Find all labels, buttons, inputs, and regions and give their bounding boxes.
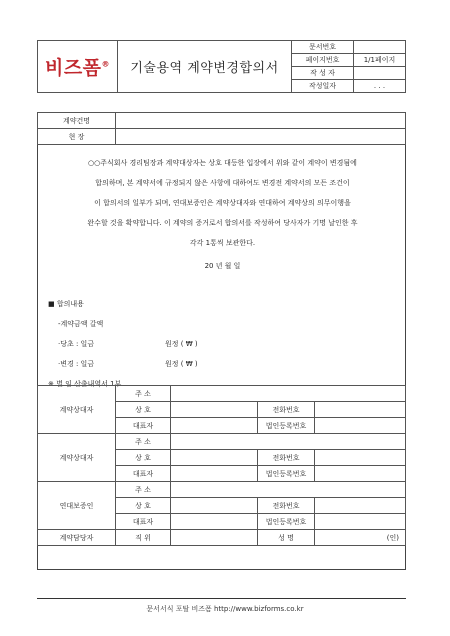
address-label: 주 소 — [116, 434, 171, 450]
doc-number-label: 문서번호 — [292, 41, 354, 54]
bizforms-logo: 비즈폼® — [44, 57, 111, 79]
seal-field[interactable]: (인) — [315, 530, 406, 546]
address-label: 주 소 — [116, 386, 171, 402]
phone-field[interactable] — [315, 498, 406, 514]
after-amount[interactable]: 원정 ( ₩ ) — [165, 360, 198, 368]
site-label: 현 장 — [38, 129, 116, 145]
logo-cell — [38, 41, 118, 93]
page-number-value: 1/1페이지 — [354, 54, 406, 67]
contract-name-label: 계약건명 — [38, 113, 116, 129]
agreement-line: 완수할 것을 확약합니다. 이 계약의 증거로서 합의서를 작성하여 당사자가 기명 날인한 후 — [87, 219, 358, 227]
phone-label: 전화번호 — [258, 402, 315, 418]
corp-number-label: 법인등록번호 — [258, 466, 315, 482]
address-field[interactable] — [171, 482, 406, 498]
rep-label: 대표자 — [116, 514, 171, 530]
after-label: ·변경 : 일금 — [58, 360, 95, 368]
corp-number-field[interactable] — [315, 514, 406, 530]
agreement-line: ○○주식회사 경리팀장과 계약대상자는 상호 대등한 입장에서 위와 같이 계약이 변경됨에 — [88, 159, 357, 167]
rep-field[interactable] — [171, 418, 258, 434]
company-label: 상 호 — [116, 498, 171, 514]
amount-label: -계약금액 갈액 — [58, 320, 104, 328]
agreement-line: 합의하며, 본 계약서에 규정되지 않은 사항에 대하여도 변경전 계약서의 모든 조건이 — [95, 179, 350, 187]
parties-table — [37, 385, 406, 546]
before-amount-row — [48, 337, 378, 357]
agreement-line: 이 합의서의 일부가 되며, 연대보증인은 계약상대자와 연대하여 계약상의 의무이행을 — [94, 199, 351, 207]
author-label: 작 성 자 — [292, 67, 354, 80]
company-label: 상 호 — [116, 450, 171, 466]
phone-label: 전화번호 — [258, 450, 315, 466]
before-amount[interactable]: 원정 ( ₩ ) — [165, 340, 198, 348]
contract-info-table — [37, 112, 406, 145]
phone-field[interactable] — [315, 450, 406, 466]
doc-number-value[interactable] — [354, 41, 406, 54]
footer-text[interactable]: 문서서식 포탈 비즈폼 http://www.bizforms.co.kr — [146, 605, 304, 613]
sign-name-label: 성 명 — [258, 530, 315, 546]
agreement-date[interactable]: 20 년 월 일 — [204, 262, 241, 270]
position-field[interactable] — [171, 530, 258, 546]
position-label: 직 위 — [116, 530, 171, 546]
corp-number-label: 법인등록번호 — [258, 514, 315, 530]
details-heading: ■ 합의내용 — [48, 300, 84, 308]
corp-number-field[interactable] — [315, 418, 406, 434]
company-field[interactable] — [171, 450, 258, 466]
agreement-line: 각각 1통씩 보관한다. — [189, 239, 256, 247]
author-value[interactable] — [354, 67, 406, 80]
contract-name-field[interactable] — [116, 113, 406, 129]
contract-form — [37, 112, 406, 570]
phone-field[interactable] — [315, 402, 406, 418]
rep-field[interactable] — [171, 466, 258, 482]
party-group-label: 계약상대자 — [38, 434, 116, 482]
before-label: ·당초 : 일금 — [58, 340, 95, 348]
manager-label: 계약담당자 — [38, 530, 116, 546]
rep-label: 대표자 — [116, 466, 171, 482]
address-field[interactable] — [171, 386, 406, 402]
document-title: 기술용역 계약변경합의서 — [118, 41, 292, 93]
site-field[interactable] — [116, 129, 406, 145]
company-label: 상 호 — [116, 402, 171, 418]
rep-field[interactable] — [171, 514, 258, 530]
footer-divider — [37, 598, 406, 599]
agreement-details — [48, 297, 378, 397]
date-value[interactable]: . . . — [354, 80, 406, 93]
attachment-note: ※ 별 임 산출내역서 1부 — [48, 380, 122, 388]
corp-number-field[interactable] — [315, 466, 406, 482]
address-field[interactable] — [171, 434, 406, 450]
address-label: 주 소 — [116, 482, 171, 498]
company-field[interactable] — [171, 402, 258, 418]
rep-label: 대표자 — [116, 418, 171, 434]
party-group-label: 계약상대자 — [38, 386, 116, 434]
corp-number-label: 법인등록번호 — [258, 418, 315, 434]
document-header — [37, 40, 406, 93]
guarantor-group-label: 연대보증인 — [38, 482, 116, 530]
after-amount-row — [48, 357, 378, 377]
agreement-text — [38, 153, 407, 253]
phone-label: 전화번호 — [258, 498, 315, 514]
company-field[interactable] — [171, 498, 258, 514]
page-number-label: 페이지번호 — [292, 54, 354, 67]
date-label: 작성일자 — [292, 80, 354, 93]
